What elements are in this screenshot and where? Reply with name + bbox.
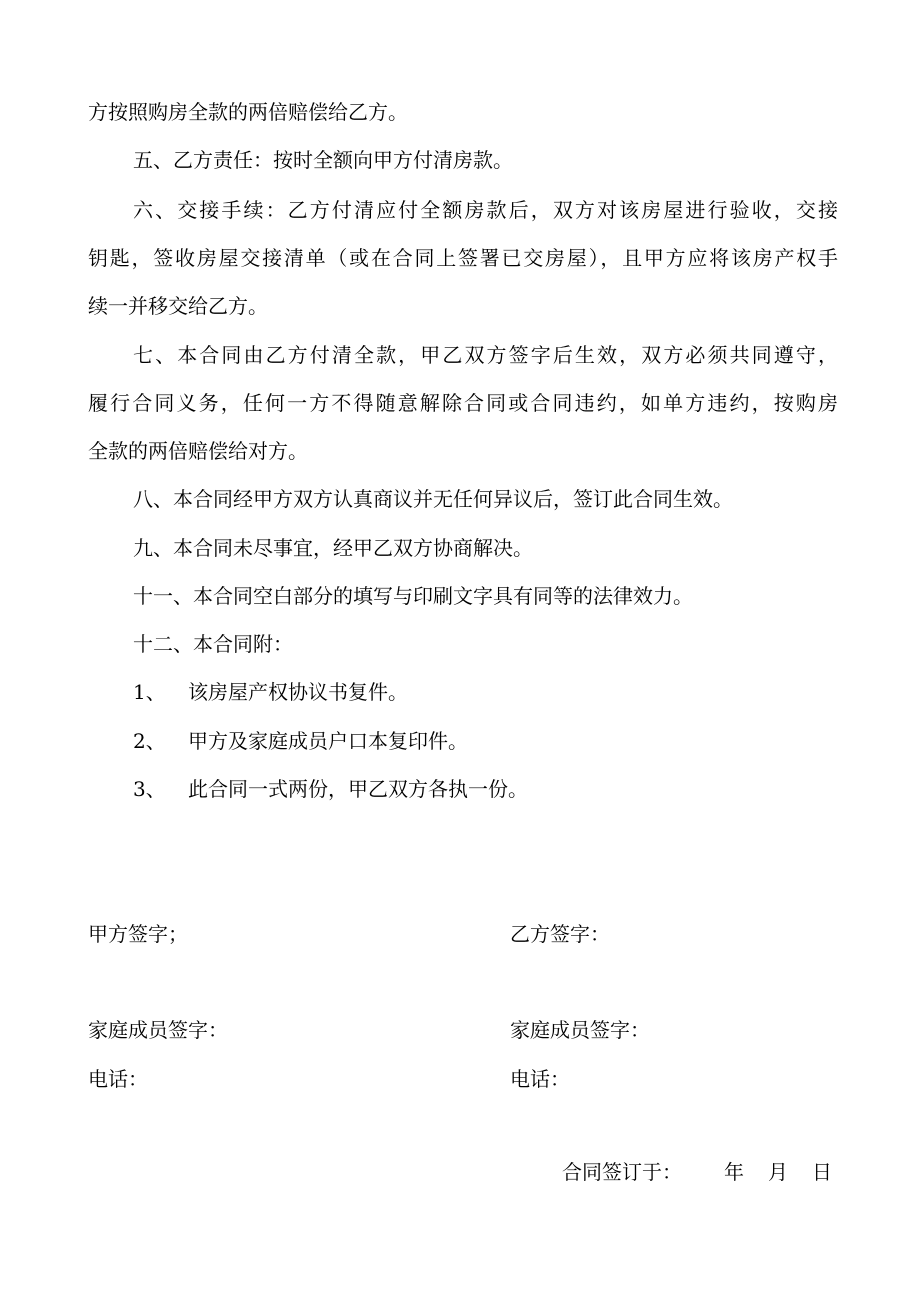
signing-date-label: 合同签订于： xyxy=(562,1160,682,1184)
party-a-family-signature-label: 家庭成员签字： xyxy=(88,1018,228,1042)
clause-4-tail: 方按照购房全款的两倍赔偿给乙方。 xyxy=(88,100,408,124)
clause-5: 五、乙方责任：按时全额向甲方付清房款。 xyxy=(133,148,513,172)
attachment-text: 该房屋产权协议书复件。 xyxy=(188,680,408,704)
signing-date-month: 月 xyxy=(768,1160,788,1184)
signing-date xyxy=(562,1160,832,1184)
party-a-phone-label: 电话： xyxy=(88,1067,148,1091)
clause-7-line-2: 履行合同义务，任何一方不得随意解除合同或合同违约，如单方违约，按购房 xyxy=(88,391,838,415)
attachment-item xyxy=(133,729,468,753)
clause-8: 八、本合同经甲方双方认真商议并无任何异议后，签订此合同生效。 xyxy=(133,487,733,511)
party-b-phone-label: 电话： xyxy=(510,1067,570,1091)
signing-date-year: 年 xyxy=(724,1160,744,1184)
party-b-signature-label: 乙方签字： xyxy=(510,922,610,946)
clause-6-line-3: 续一并移交给乙方。 xyxy=(88,294,268,318)
party-b-family-signature-label: 家庭成员签字： xyxy=(510,1018,650,1042)
clause-9: 九、本合同未尽事宜，经甲乙双方协商解决。 xyxy=(133,536,533,560)
attachment-item xyxy=(133,680,408,704)
attachment-text: 甲方及家庭成员户口本复印件。 xyxy=(188,729,468,753)
party-a-signature-label: 甲方签字； xyxy=(88,922,188,946)
clause-7-line-3: 全款的两倍赔偿给对方。 xyxy=(88,439,308,463)
clause-7-line-1: 七、本合同由乙方付清全款，甲乙双方签字后生效，双方必须共同遵守， xyxy=(133,343,838,367)
attachment-number: 2、 xyxy=(133,729,166,753)
attachment-number: 1、 xyxy=(133,680,166,704)
attachment-number: 3、 xyxy=(133,777,166,801)
clause-6-line-1: 六、交接手续：乙方付清应付全额房款后，双方对该房屋进行验收，交接 xyxy=(133,198,838,222)
clause-6-line-2: 钥匙，签收房屋交接清单（或在合同上签署已交房屋），且甲方应将该房产权手 xyxy=(88,246,838,270)
clause-12: 十二、本合同附： xyxy=(133,632,293,656)
attachment-item xyxy=(133,777,528,801)
signing-date-day: 日 xyxy=(812,1160,832,1184)
attachment-text: 此合同一式两份，甲乙双方各执一份。 xyxy=(188,777,528,801)
clause-11: 十一、本合同空白部分的填写与印刷文字具有同等的法律效力。 xyxy=(133,584,693,608)
